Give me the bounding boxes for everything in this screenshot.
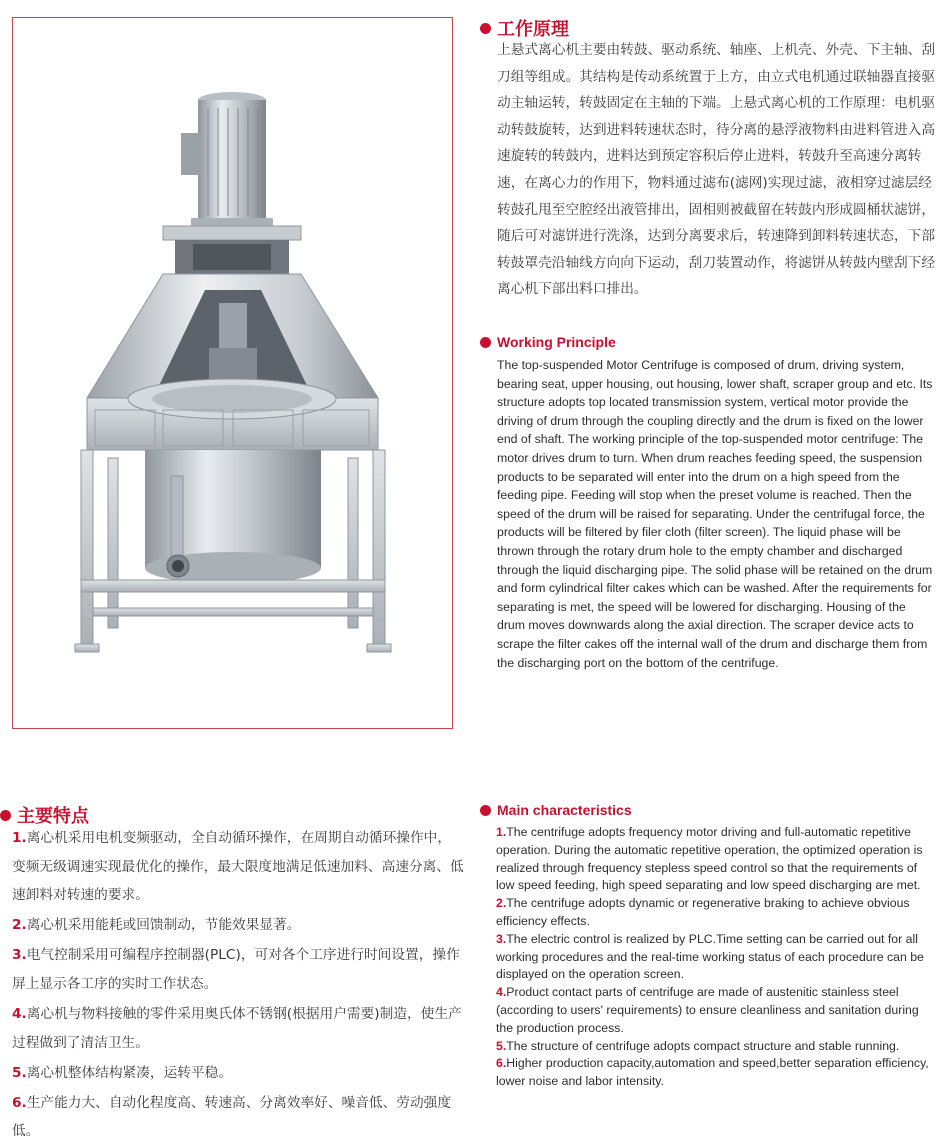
motor-shape [181, 92, 273, 226]
features-cn-list [12, 824, 464, 1148]
list-item [496, 984, 936, 1037]
list-item [12, 941, 464, 998]
list-item [12, 1059, 464, 1088]
item-number: 6. [496, 1056, 507, 1071]
list-item [496, 1038, 936, 1056]
item-number: 4. [496, 985, 507, 1000]
item-text: 离心机采用能耗或回馈制动，节能效果显著。 [26, 917, 301, 934]
item-text: The structure of centrifuge adopts compact structure and stable running. [506, 1038, 900, 1053]
item-text: The centrifuge adopts frequency motor driving and full-automatic repetitive operation. During the automatic repetitive operation, the optimized operation is realized through frequency stepless speed control so that the requirements of low speed feeding, high speed separating and low speed discharging are met. [496, 825, 923, 893]
heading-text: 工作原理 [497, 19, 569, 40]
product-photo-frame [12, 17, 453, 729]
list-item [496, 931, 936, 984]
item-number: 1. [12, 830, 27, 846]
item-number: 2. [496, 896, 507, 911]
list-item [496, 1055, 936, 1091]
item-text: Product contact parts of centrifuge are made of austenitic stainless steel (according to users' requirements) to ensure cleanliness and sanitation during the production process. [496, 985, 919, 1035]
item-number: 6. [12, 1094, 27, 1111]
item-text: Higher production capacity,automation and speed,better separation efficiency, lower noise and labor intensity. [496, 1056, 929, 1089]
heading-text: Main characteristics [497, 802, 632, 818]
list-item [12, 824, 464, 910]
list-item [496, 895, 936, 931]
item-text: The centrifuge adopts dynamic or regenerative braking to achieve obvious efficiency effects. [496, 896, 910, 928]
item-number: 3. [12, 947, 27, 964]
working-principle-en-text: The top-suspended Motor Centrifuge is composed of drum, driving system, bearing seat, upper housing, out housing, lower shaft, scraper group and etc. Its structure adopts top located transmission system, vertical motor provide the driving of drum through the coupling directly and the drum is fixed on the lower end of shaft. The working principle of the top-suspended motor centrifuge: The motor drives drum to turn. When drum reaches feeding speed, the suspension products to be separated will enter into the drum on a high speed from the feeding pipe. Feeding will stop when the preset volume is reached. Then the speed of the drum will be raised for separating. Under the centrifugal force, the products will be filtered by filer cloth (filter screen). The liquid phase will be thrown through the rotary drum hole to the empty chamber and discharged through the liquid discharging pipe. The solid phase will be retained on the drum and form cylindrical filter cakes which can be washed. After the requirements for separating is met, the speed will be lowered for discharging. Housing of the drum moves downwards along the axial direction. The scraper device acts to scrape the filter cakes off the internal wall of the drum and discharge them from the discharging port on the bottom of the centrifuge. [497, 358, 933, 670]
bullet-icon [480, 805, 491, 816]
list-item [496, 824, 936, 895]
bullet-icon [0, 810, 11, 821]
item-text: 生产能力大、自动化程度高、转速高、分离效率好、噪音低、劳动强度低。 [12, 1094, 452, 1140]
item-text: 离心机与物料接触的零件采用奥氏体不锈钢(根据用户需要)制造，使生产过程做到了清洁卫生。 [12, 1006, 462, 1051]
item-number: 4. [12, 1006, 27, 1023]
list-item [12, 911, 464, 940]
working-principle-cn-text: 上悬式离心机主要由转鼓、驱动系统、轴座、上机壳、外壳、下主轴、刮刀组等组成。其结构是传动系统置于上方，由立式电机通过联轴器直接驱动主轴运转，转鼓固定在主轴的下端。上悬式离心机的工作原理：电机驱动转鼓旋转，达到进料转速状态时，待分离的悬浮液物料由进料管进入高速旋转的转鼓内，进料达到预定容积后停止进料，转鼓升至高速分离转速，在离心力的作用下，物料通过滤布(滤网)实现过滤，液相穿过滤层经转鼓孔甩至空腔经出液管排出，固相则被截留在转鼓内形成圆桶状滤饼，随后可对滤饼进行洗涤，达到分离要求后，转速降到卸料转速状态，下部转鼓罩壳沿轴线方向向下运动，刮刀装置动作，将滤饼从转鼓内壁刮下经离心机下部出料口排出。 [497, 42, 936, 298]
working-principle-en-heading [480, 334, 616, 350]
item-text: 电气控制采用可编程序控制器(PLC)，可对各个工序进行时间设置，操作屏上显示各工序的实时工作状态。 [12, 947, 460, 992]
item-number: 1. [496, 825, 507, 839]
heading-text: Working Principle [497, 334, 616, 350]
item-text: The electric control is realized by PLC.Time setting can be carried out for all working procedures and the real-time working status of each procedure can be displayed on the operation screen. [496, 931, 924, 982]
bullet-icon [480, 337, 491, 348]
item-number: 5. [12, 1064, 27, 1081]
features-en-list [496, 824, 936, 1091]
item-text: 离心机整体结构紧凑，运转平稳。 [26, 1064, 233, 1081]
item-number: 5. [496, 1038, 507, 1053]
list-item [12, 1000, 464, 1057]
heading-text: 主要特点 [17, 806, 89, 827]
centrifuge-illustration [13, 18, 452, 728]
bullet-icon [480, 23, 491, 34]
item-text: 离心机采用电机变频驱动，全自动循环操作，在周期自动循环操作中，变频无级调速实现最优化的操作，最大限度地满足低速加料、高速分离、低速卸料对转速的要求。 [12, 830, 464, 904]
item-number: 2. [12, 917, 27, 934]
list-item [12, 1089, 464, 1146]
item-number: 3. [496, 931, 507, 946]
features-en-heading [480, 802, 632, 818]
